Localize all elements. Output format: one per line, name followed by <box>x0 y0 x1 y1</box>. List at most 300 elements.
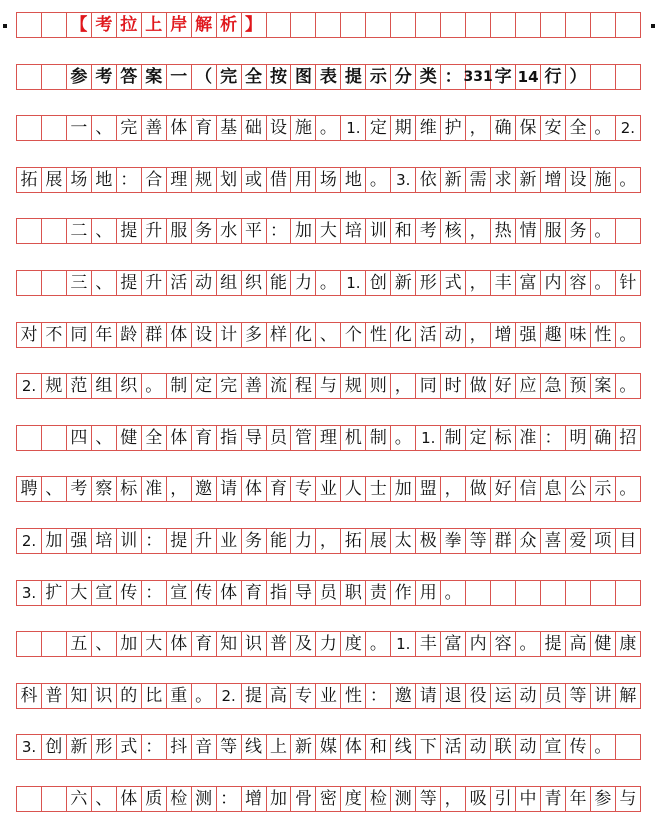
grid-cell: 服 <box>541 219 566 243</box>
grid-cell: 类 <box>416 65 441 89</box>
grid-cell: 加 <box>117 632 142 656</box>
grid-cell: 明 <box>566 426 591 450</box>
grid-cell: 等 <box>466 529 491 553</box>
grid-cell: 3. <box>17 581 42 605</box>
grid-cell: 和 <box>391 219 416 243</box>
grid-cell: 传 <box>192 581 217 605</box>
grid-cell: 全 <box>242 65 267 89</box>
grid-cell: 善 <box>242 374 267 398</box>
grid-cell: 拓 <box>341 529 366 553</box>
grid-cell: 提 <box>341 65 366 89</box>
grid-cell: 退 <box>441 684 466 708</box>
grid-cell: 拓 <box>17 168 42 192</box>
grid-cell: 或 <box>242 168 267 192</box>
grid-cell <box>42 116 67 140</box>
grid-cell <box>316 13 341 37</box>
grid-cell: 增 <box>491 323 516 347</box>
grid-cell: 施 <box>591 168 616 192</box>
grid-cell: 强 <box>67 529 92 553</box>
grid-cell: 体 <box>167 632 192 656</box>
grid-cell: 制 <box>167 374 192 398</box>
grid-cell: 目 <box>616 529 641 553</box>
grid-cell: 创 <box>42 735 67 759</box>
grid-cell: 3. <box>17 735 42 759</box>
grid-cell <box>17 219 42 243</box>
grid-cell: 体 <box>242 477 267 501</box>
grid-cell: 全 <box>566 116 591 140</box>
grid-cell: ） <box>566 65 591 89</box>
grid-cell: 聘 <box>17 477 42 501</box>
grid-cell: 察 <box>92 477 117 501</box>
grid-cell: 务 <box>242 529 267 553</box>
grid-cell <box>42 13 67 37</box>
grid-cell: 动 <box>192 271 217 295</box>
grid-cell: 。 <box>616 168 641 192</box>
grid-cell: 331 <box>466 65 491 89</box>
grid-cell <box>17 116 42 140</box>
grid-cell: 理 <box>167 168 192 192</box>
grid-cell <box>42 65 67 89</box>
grid-cell: 骨 <box>291 787 316 811</box>
grid-cell: 邀 <box>192 477 217 501</box>
grid-cell: 制 <box>441 426 466 450</box>
grid-cell: 康 <box>616 632 641 656</box>
grid-cell: 能 <box>267 529 292 553</box>
grid-cell: 年 <box>92 323 117 347</box>
grid-cell <box>616 65 641 89</box>
grid-cell: 作 <box>391 581 416 605</box>
grid-cell: 扩 <box>42 581 67 605</box>
grid-cell: 健 <box>591 632 616 656</box>
grid-cell: 。 <box>192 684 217 708</box>
grid-cell: 不 <box>42 323 67 347</box>
grid-cell <box>491 581 516 605</box>
grid-cell: 1. <box>391 632 416 656</box>
grid-cell: 性 <box>341 684 366 708</box>
grid-cell: 预 <box>566 374 591 398</box>
grid-cell: 动 <box>466 735 491 759</box>
grid-row-line-3c <box>16 373 641 399</box>
grid-cell: 字 <box>491 65 516 89</box>
grid-cell <box>491 13 516 37</box>
grid-cell: 导 <box>291 581 316 605</box>
grid-cell: 员 <box>541 684 566 708</box>
grid-cell: 、 <box>316 323 341 347</box>
grid-cell: 的 <box>117 684 142 708</box>
grid-cell: 与 <box>316 374 341 398</box>
grid-cell: ， <box>167 477 192 501</box>
grid-cell <box>591 13 616 37</box>
grid-cell: 导 <box>242 426 267 450</box>
grid-cell: 体 <box>341 735 366 759</box>
grid-cell <box>391 13 416 37</box>
grid-cell <box>616 13 641 37</box>
grid-cell <box>17 632 42 656</box>
grid-cell: 、 <box>92 271 117 295</box>
grid-cell: 情 <box>516 219 541 243</box>
grid-cell: 岸 <box>167 13 192 37</box>
grid-cell <box>566 13 591 37</box>
grid-cell: 趣 <box>541 323 566 347</box>
grid-cell: ， <box>466 116 491 140</box>
grid-cell: 保 <box>516 116 541 140</box>
grid-cell: 程 <box>291 374 316 398</box>
grid-cell: ： <box>366 684 391 708</box>
grid-cell: 考 <box>92 13 117 37</box>
grid-cell: 安 <box>541 116 566 140</box>
grid-cell <box>441 13 466 37</box>
grid-cell: 形 <box>416 271 441 295</box>
grid-cell: 设 <box>192 323 217 347</box>
grid-cell: 育 <box>192 426 217 450</box>
right-edge-marker <box>651 24 655 28</box>
grid-cell: 14 <box>516 65 541 89</box>
grid-cell: 水 <box>217 219 242 243</box>
grid-cell: 士 <box>366 477 391 501</box>
grid-cell: 、 <box>92 116 117 140</box>
grid-cell: 新 <box>391 271 416 295</box>
grid-cell: 招 <box>616 426 641 450</box>
grid-cell: ： <box>117 168 142 192</box>
grid-cell <box>341 13 366 37</box>
grid-cell: 场 <box>316 168 341 192</box>
grid-cell: 信 <box>516 477 541 501</box>
grid-cell: 升 <box>192 529 217 553</box>
grid-cell: 检 <box>366 787 391 811</box>
grid-cell: 2. <box>17 529 42 553</box>
grid-cell: 青 <box>541 787 566 811</box>
grid-cell: 测 <box>391 787 416 811</box>
grid-cell: 管 <box>291 426 316 450</box>
grid-cell: 质 <box>142 787 167 811</box>
grid-cell: 三 <box>67 271 92 295</box>
grid-cell <box>566 581 591 605</box>
grid-cell: 针 <box>616 271 641 295</box>
grid-cell: 动 <box>441 323 466 347</box>
grid-cell: 性 <box>591 323 616 347</box>
grid-cell: ： <box>217 787 242 811</box>
grid-cell: 。 <box>616 374 641 398</box>
grid-cell: 一 <box>67 116 92 140</box>
grid-cell: 知 <box>217 632 242 656</box>
grid-cell: 提 <box>167 529 192 553</box>
grid-cell: 则 <box>366 374 391 398</box>
grid-cell: 力 <box>291 271 316 295</box>
grid-cell: 组 <box>92 374 117 398</box>
grid-cell: 培 <box>341 219 366 243</box>
grid-cell <box>466 581 491 605</box>
grid-row-line-4a <box>16 425 641 451</box>
grid-cell: 多 <box>242 323 267 347</box>
grid-cell: 年 <box>566 787 591 811</box>
grid-cell: 急 <box>541 374 566 398</box>
grid-cell: 加 <box>267 787 292 811</box>
grid-cell <box>17 65 42 89</box>
grid-cell: 爱 <box>566 529 591 553</box>
grid-cell: 抖 <box>167 735 192 759</box>
grid-cell: 准 <box>516 426 541 450</box>
grid-cell: 设 <box>566 168 591 192</box>
grid-cell: 化 <box>291 323 316 347</box>
grid-cell: 地 <box>341 168 366 192</box>
grid-cell: 样 <box>267 323 292 347</box>
grid-cell: 范 <box>67 374 92 398</box>
grid-cell: 划 <box>217 168 242 192</box>
grid-cell: 流 <box>267 374 292 398</box>
grid-cell: 力 <box>316 632 341 656</box>
grid-cell: 答 <box>117 65 142 89</box>
grid-cell: 指 <box>267 581 292 605</box>
grid-cell <box>591 65 616 89</box>
grid-cell: 需 <box>466 168 491 192</box>
grid-cell: 全 <box>142 426 167 450</box>
grid-cell <box>42 426 67 450</box>
grid-cell: 大 <box>142 632 167 656</box>
grid-cell: 2. <box>616 116 641 140</box>
grid-cell: 。 <box>316 116 341 140</box>
grid-cell: 下 <box>416 735 441 759</box>
grid-cell: 新 <box>67 735 92 759</box>
grid-cell: 运 <box>491 684 516 708</box>
grid-cell <box>591 581 616 605</box>
grid-cell: 。 <box>516 632 541 656</box>
grid-cell: 测 <box>192 787 217 811</box>
grid-cell: 等 <box>566 684 591 708</box>
grid-cell: 按 <box>267 65 292 89</box>
grid-cell: 六 <box>67 787 92 811</box>
grid-cell: 宣 <box>92 581 117 605</box>
grid-cell <box>42 271 67 295</box>
grid-cell <box>17 787 42 811</box>
grid-cell: 提 <box>242 684 267 708</box>
grid-cell: 1. <box>416 426 441 450</box>
grid-cell: 务 <box>566 219 591 243</box>
grid-cell: 宣 <box>541 735 566 759</box>
grid-cell: 织 <box>242 271 267 295</box>
grid-cell: 人 <box>341 477 366 501</box>
grid-cell: 动 <box>516 684 541 708</box>
grid-cell <box>366 13 391 37</box>
grid-cell: 训 <box>366 219 391 243</box>
grid-cell: 2. <box>217 684 242 708</box>
grid-cell: 准 <box>142 477 167 501</box>
grid-cell: 传 <box>117 581 142 605</box>
grid-cell: 一 <box>167 65 192 89</box>
grid-cell: 责 <box>366 581 391 605</box>
grid-cell: 同 <box>416 374 441 398</box>
grid-cell: 确 <box>491 116 516 140</box>
grid-cell: 护 <box>441 116 466 140</box>
grid-cell: 合 <box>142 168 167 192</box>
grid-cell: 容 <box>566 271 591 295</box>
grid-cell <box>42 787 67 811</box>
grid-cell: 讲 <box>591 684 616 708</box>
grid-row-line-6 <box>16 786 641 812</box>
grid-cell: 专 <box>291 684 316 708</box>
grid-cell: 及 <box>291 632 316 656</box>
grid-cell: 。 <box>591 271 616 295</box>
grid-cell: 核 <box>441 219 466 243</box>
grid-cell: 高 <box>267 684 292 708</box>
grid-cell: 指 <box>217 426 242 450</box>
grid-cell: 用 <box>291 168 316 192</box>
grid-cell: 用 <box>416 581 441 605</box>
grid-cell <box>516 13 541 37</box>
grid-cell: 拉 <box>117 13 142 37</box>
grid-cell: 标 <box>117 477 142 501</box>
grid-cell: 新 <box>291 735 316 759</box>
grid-cell: 能 <box>267 271 292 295</box>
grid-cell: 基 <box>217 116 242 140</box>
grid-cell: 识 <box>92 684 117 708</box>
grid-cell: 行 <box>541 65 566 89</box>
grid-cell: 考 <box>67 477 92 501</box>
grid-cell: 性 <box>366 323 391 347</box>
grid-cell: 图 <box>291 65 316 89</box>
grid-cell: 。 <box>366 632 391 656</box>
grid-cell: 大 <box>316 219 341 243</box>
grid-cell <box>42 219 67 243</box>
grid-cell: 提 <box>117 219 142 243</box>
grid-cell: 加 <box>291 219 316 243</box>
grid-cell: 线 <box>391 735 416 759</box>
grid-cell <box>616 735 641 759</box>
grid-cell: 务 <box>192 219 217 243</box>
grid-row-line-5c <box>16 734 641 760</box>
grid-cell: 普 <box>267 632 292 656</box>
grid-row-line-3a <box>16 270 641 296</box>
grid-cell: 群 <box>491 529 516 553</box>
grid-cell: 、 <box>92 632 117 656</box>
grid-cell: 富 <box>516 271 541 295</box>
grid-cell: 加 <box>42 529 67 553</box>
grid-cell: 上 <box>267 735 292 759</box>
grid-cell: 、 <box>92 219 117 243</box>
grid-cell: 定 <box>366 116 391 140</box>
grid-cell: 引 <box>491 787 516 811</box>
grid-cell: 展 <box>366 529 391 553</box>
grid-cell: 宣 <box>167 581 192 605</box>
grid-cell: ， <box>466 271 491 295</box>
grid-cell: 、 <box>92 426 117 450</box>
grid-cell: 求 <box>491 168 516 192</box>
grid-row-line-5a <box>16 631 641 657</box>
grid-cell <box>541 581 566 605</box>
grid-cell: 【 <box>67 13 92 37</box>
grid-cell: 群 <box>142 323 167 347</box>
grid-cell: 依 <box>416 168 441 192</box>
grid-cell: 体 <box>117 787 142 811</box>
grid-cell: 考 <box>416 219 441 243</box>
grid-cell: 形 <box>92 735 117 759</box>
grid-cell: 1. <box>341 116 366 140</box>
grid-cell: 员 <box>316 581 341 605</box>
grid-cell <box>17 13 42 37</box>
grid-cell: 邀 <box>391 684 416 708</box>
grid-cell: 规 <box>192 168 217 192</box>
grid-cell: ： <box>441 65 466 89</box>
grid-cell: 健 <box>117 426 142 450</box>
grid-cell: 培 <box>92 529 117 553</box>
grid-cell: 力 <box>291 529 316 553</box>
grid-cell: 普 <box>42 684 67 708</box>
grid-cell: 规 <box>341 374 366 398</box>
grid-cell: 育 <box>242 581 267 605</box>
grid-cell: 传 <box>566 735 591 759</box>
grid-cell: 体 <box>167 323 192 347</box>
grid-cell <box>416 13 441 37</box>
grid-cell: 员 <box>267 426 292 450</box>
grid-cell: 。 <box>366 168 391 192</box>
grid-cell: 动 <box>516 735 541 759</box>
grid-cell: 内 <box>541 271 566 295</box>
grid-cell: ， <box>441 787 466 811</box>
grid-cell: ， <box>466 219 491 243</box>
grid-cell: 2. <box>17 374 42 398</box>
grid-cell: 太 <box>391 529 416 553</box>
grid-cell: 。 <box>591 219 616 243</box>
grid-row-line-4d <box>16 580 641 606</box>
grid-cell: 育 <box>192 632 217 656</box>
grid-cell: 解 <box>192 13 217 37</box>
grid-cell: 业 <box>316 684 341 708</box>
grid-cell: 体 <box>167 116 192 140</box>
grid-cell: 借 <box>267 168 292 192</box>
grid-cell <box>267 13 292 37</box>
grid-cell: 识 <box>242 632 267 656</box>
grid-cell: 活 <box>167 271 192 295</box>
grid-cell: 音 <box>192 735 217 759</box>
grid-cell: 专 <box>291 477 316 501</box>
grid-row-heading <box>16 12 641 38</box>
grid-cell: 科 <box>17 684 42 708</box>
grid-cell: 服 <box>167 219 192 243</box>
grid-cell: 项 <box>591 529 616 553</box>
grid-cell: 喜 <box>541 529 566 553</box>
grid-cell: 中 <box>516 787 541 811</box>
grid-cell: 施 <box>291 116 316 140</box>
grid-cell: 化 <box>391 323 416 347</box>
grid-cell: 同 <box>67 323 92 347</box>
grid-cell: 标 <box>491 426 516 450</box>
grid-cell: 育 <box>192 116 217 140</box>
grid-cell: 增 <box>541 168 566 192</box>
grid-row-line-4b <box>16 476 641 502</box>
grid-cell: 知 <box>67 684 92 708</box>
grid-cell: 规 <box>42 374 67 398</box>
grid-row-line-1a <box>16 115 641 141</box>
grid-cell: 创 <box>366 271 391 295</box>
grid-cell: 理 <box>316 426 341 450</box>
grid-cell: 做 <box>466 477 491 501</box>
grid-cell: 线 <box>242 735 267 759</box>
grid-cell: 案 <box>591 374 616 398</box>
grid-cell <box>616 581 641 605</box>
grid-cell: 。 <box>616 477 641 501</box>
grid-cell: 确 <box>591 426 616 450</box>
grid-cell: 分 <box>391 65 416 89</box>
grid-cell: ， <box>466 323 491 347</box>
grid-cell: 育 <box>267 477 292 501</box>
grid-cell: 好 <box>491 374 516 398</box>
grid-cell: 与 <box>616 787 641 811</box>
grid-cell: 式 <box>117 735 142 759</box>
grid-cell: 升 <box>142 271 167 295</box>
grid-cell: 媒 <box>316 735 341 759</box>
grid-cell: 示 <box>591 477 616 501</box>
grid-cell: 平 <box>242 219 267 243</box>
grid-cell: 制 <box>366 426 391 450</box>
